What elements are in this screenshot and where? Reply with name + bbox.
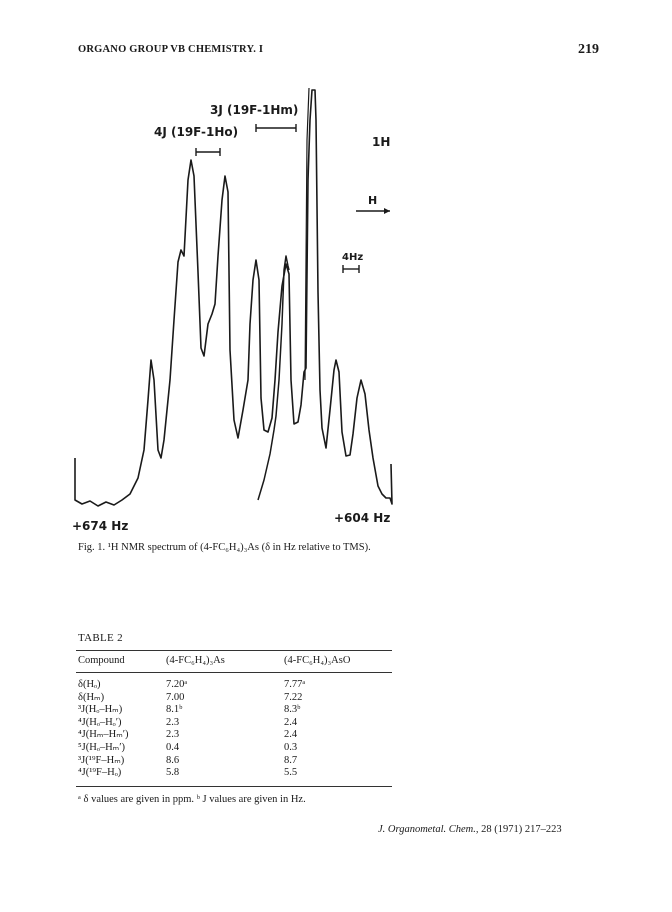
table-footnote: ᵃ δ values are given in ppm. ᵇ J values are given in Hz. <box>78 794 306 805</box>
nmr-spectrum-figure <box>60 80 420 530</box>
spectrum-trace <box>75 90 392 506</box>
table-cell: δ(Hₘ) <box>78 691 105 703</box>
table-cell: ⁴J(¹⁹F–Hₒ) <box>76 767 164 786</box>
table-cell: 7.22 <box>284 691 303 703</box>
table-header-cell: (4-FC₆H₄)₃As <box>164 651 282 673</box>
table-cell: 2.3 <box>166 716 180 728</box>
nucleus-label: 1H <box>372 135 391 149</box>
table-header-cell: Compound <box>76 651 164 673</box>
spectrum-trace-overlay <box>258 256 289 500</box>
scale-label: 4Hz <box>342 252 364 263</box>
table-cell: ³J(Hₒ–Hₘ) <box>78 704 123 716</box>
table-cell: 2.4 <box>284 716 298 728</box>
table-cell: 5.5 <box>282 767 392 786</box>
nmr-data-table <box>76 650 392 787</box>
table-header-row <box>76 651 392 673</box>
journal-reference <box>378 824 562 835</box>
table-row <box>76 704 392 717</box>
table-row <box>76 673 392 692</box>
table-cell: ⁴J(Hₘ–Hₘ′) <box>78 729 129 741</box>
table-cell: ⁴J(Hₒ–Hₒ′) <box>78 716 122 728</box>
table-cell: 7.00 <box>166 691 185 703</box>
table-cell: 0.4 <box>166 741 180 753</box>
table-row <box>76 729 392 742</box>
table-cell: δ(Hₒ) <box>78 679 101 690</box>
table-cell: 5.8 <box>164 767 282 786</box>
table-cell: 2.4 <box>284 729 298 741</box>
coupling-label-3j: 3J (19F-1Hm) <box>210 103 299 117</box>
table-row <box>76 717 392 730</box>
page-number: 219 <box>578 42 599 57</box>
table-row <box>76 742 392 755</box>
table-cell: 2.3 <box>166 729 180 741</box>
coupling-label-4j: 4J (19F-1Ho) <box>154 125 239 139</box>
table-row <box>76 692 392 705</box>
table-cell: ³J(¹⁹F–Hₘ) <box>78 754 125 766</box>
table-cell: 8.6 <box>166 754 180 766</box>
table-cell: ⁵J(Hₒ–Hₘ′) <box>78 741 126 753</box>
running-head: ORGANO GROUP VB CHEMISTRY. I <box>78 44 264 55</box>
table-row <box>76 767 392 786</box>
table-cell: 7.77ᵃ <box>284 679 306 690</box>
journal-name: J. Organometal. Chem., <box>378 824 479 835</box>
table-title: TABLE 2 <box>78 632 123 644</box>
table-header-cell: (4-FC₆H₄)₃AsO <box>282 651 392 673</box>
table-cell: 8.3ᵇ <box>284 704 301 716</box>
left-frequency-label: +674 Hz <box>72 519 129 530</box>
table-cell: 8.1ᵇ <box>166 704 183 716</box>
journal-citation: 28 (1971) 217–223 <box>478 824 562 835</box>
table-row <box>76 755 392 768</box>
table-cell: 0.3 <box>284 741 298 753</box>
right-frequency-label: +604 Hz <box>334 511 391 525</box>
table-cell: 8.7 <box>284 754 298 766</box>
field-label: H <box>368 194 378 207</box>
table-cell: 7.20ᵃ <box>166 679 188 690</box>
figure-caption: Fig. 1. ¹H NMR spectrum of (4-FC₆H₄)₃As (δ in Hz relative to TMS). <box>78 542 371 553</box>
